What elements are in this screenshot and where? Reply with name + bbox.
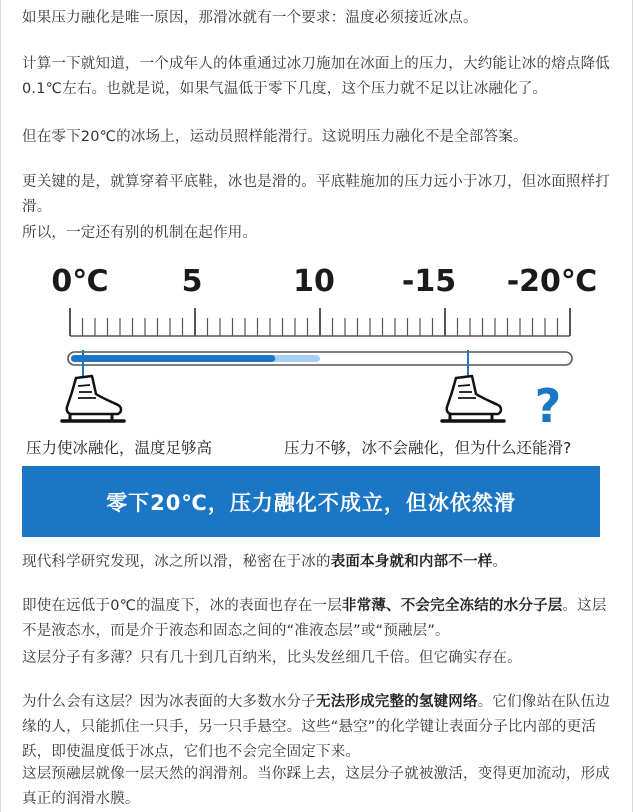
paragraph-hydrogen-bonds (22, 690, 610, 765)
paragraph-flat-shoes: 更关键的是，就算穿着平底鞋，冰也是滑的。平底鞋施加的压力远小于冰刀，但冰面照样打滑。 (22, 174, 610, 215)
thermometer-graphic (22, 254, 600, 466)
ice-skate-icon (62, 376, 124, 421)
text-span: 即使在远低于0℃的温度下，冰的表面也存在一层 (22, 598, 342, 614)
paragraph-other-mechanism: 所以，一定还有别的机制在起作用。 (22, 225, 258, 241)
text-span: 。这层不是液态水，而是介于液态和固态之间的“准液态层”或“预融层”。 (22, 598, 607, 639)
text-span: 现代科学研究发现，冰之所以滑，秘密在于冰的 (22, 554, 331, 570)
text-span: 为什么会有这层？因为冰表面的大多数水分子 (22, 694, 316, 710)
text-span: 。 (492, 554, 508, 570)
question-mark-icon: ? (534, 379, 562, 433)
scale-label-minus-20: -20℃ (506, 264, 598, 299)
caption-right: 压力不够，冰不会融化，但为什么还能滑? (284, 439, 572, 457)
left-border (0, 0, 1, 812)
bold-emphasis: 表面本身就和内部不一样 (330, 554, 493, 570)
thermometer-figure (22, 254, 600, 537)
text-span: 。它们像站在队伍边缘的人，只能抓住一只手，另一只手悬空。这些“悬空”的化学键让表面分子比内部的更活跃，即使温度低于冰点，它们也不会完全固定下来。 (22, 694, 611, 760)
paragraph-layer-thickness: 这层分子有多薄？只有几十到几百纳米，比头发丝细几千倍。但它确实存在。 (22, 650, 522, 666)
scale-label-0: 0℃ (51, 264, 109, 299)
scale-label-10: 10 (293, 264, 335, 299)
paragraph-calculation: 计算一下就知道，一个成年人的体重通过冰刀施加在冰面上的压力，大约能让冰的熔点降低0.1℃左右。也就是说，如果气温低于零下几度，这个压力就不足以让冰融化了。 (22, 56, 610, 97)
bold-emphasis: 无法形成完整的氢键网络 (316, 694, 478, 710)
paragraph-pressure-only: 如果压力融化是唯一原因，那滑冰就有一个要求：温度必须接近冰点。 (22, 10, 478, 26)
bold-emphasis: 非常薄、不会完全冻结的水分子层 (341, 598, 563, 614)
paragraph-premelt-layer (22, 594, 610, 644)
scale-label-5: 5 (181, 264, 203, 299)
paragraph-surface-different (22, 550, 610, 575)
scale-label-minus-15: -15 (401, 264, 457, 299)
paragraph-minus-twenty: 但在零下20℃的冰场上，运动员照样能滑行。这说明压力融化不是全部答案。 (22, 129, 528, 145)
ice-skate-icon (442, 376, 504, 421)
ruler-ticks (70, 308, 570, 336)
paragraph-lubricant: 这层预融层就像一层天然的润滑剂。当你踩上去，这层分子就被激活，变得更加流动，形成真正的润滑水膜。 (22, 766, 610, 807)
figure-banner: 零下20℃，压力融化不成立，但冰依然滑 (22, 466, 600, 537)
caption-left: 压力使冰融化，温度足够高 (26, 439, 213, 457)
thermometer-fill (71, 355, 275, 362)
